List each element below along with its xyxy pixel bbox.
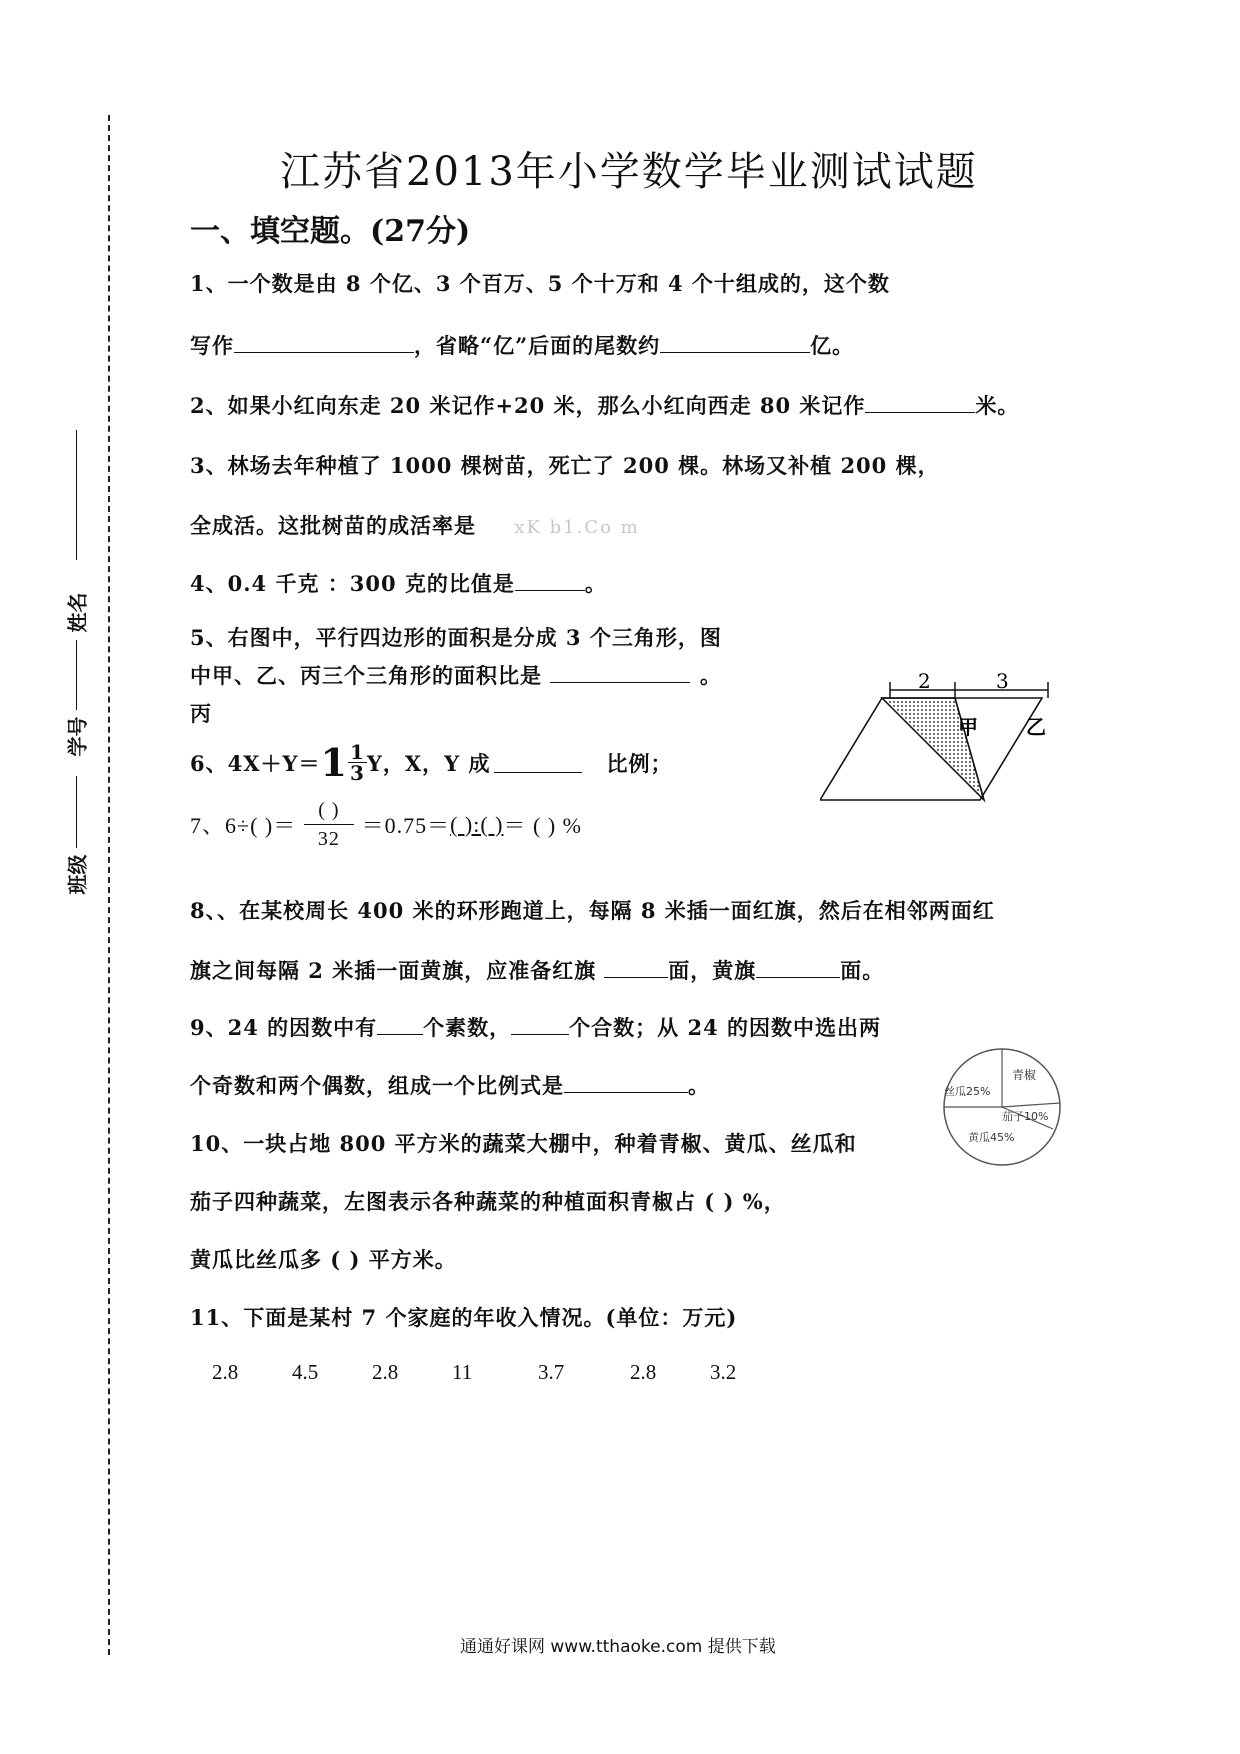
q3-line2 (190, 510, 640, 540)
income-value: 2.8 (212, 1360, 239, 1384)
q5-line1: 5、右图中，平行四边形的面积是分成 3 个三角形，图 (190, 625, 722, 650)
q9-text: 个合数；从 24 的因数中选出两 (569, 1015, 882, 1040)
q2-text: 2、如果小红向东走 20 米记作+20 米，那么小红向西走 80 米记作 (190, 393, 866, 418)
q6-mixed-whole: 1 (320, 740, 348, 785)
q6-blank[interactable] (494, 752, 582, 773)
income-value: 11 (452, 1360, 473, 1384)
q8-line1: 8、、在某校周长 400 米的环形跑道上，每隔 8 米插一面红旗，然后在相邻两面红 (190, 898, 995, 923)
shaded-triangle (882, 698, 984, 800)
pie-label-qingjiao: 青椒 (1012, 1068, 1037, 1082)
q9-text: 9、24 的因数中有 (190, 1015, 378, 1040)
q6-fraction (348, 742, 367, 783)
income-value: 3.2 (710, 1360, 737, 1384)
pie-label-sigua: 丝瓜25% (944, 1085, 991, 1098)
class-line[interactable] (76, 776, 77, 848)
q1-text: 写作 (190, 333, 234, 358)
q5-text: 中甲、乙、丙三个三角形的面积比是 (190, 663, 542, 688)
footer-credit: 通通好课网 www.tthaoke.com 提供下载 (460, 1637, 776, 1657)
q2-blank[interactable] (865, 392, 975, 413)
q9-text: 个素数， (423, 1015, 512, 1040)
q1-text: 亿。 (810, 333, 855, 358)
q4-text: 4、0.4 千克 ：300 克的比值是 (190, 571, 515, 596)
page-title: 江苏省2013年小学数学毕业测试试题 (280, 149, 978, 195)
q8-blank-red[interactable] (604, 957, 668, 978)
q9-blank-composite[interactable] (511, 1014, 569, 1035)
q10-line2: 茄子四种蔬菜，左图表示各种蔬菜的种植面积青椒占 ( ) %， (190, 1189, 786, 1214)
q6-text: 6、4X＋Y＝ (190, 750, 321, 776)
binding-dashed-line (108, 115, 110, 1655)
dimension-3: 3 (996, 672, 1009, 693)
pie-label-huanggua: 黄瓜45% (968, 1131, 1015, 1144)
q10-line1: 10、一块占地 800 平方米的蔬菜大棚中，种着青椒、黄瓜、丝瓜和 (190, 1131, 857, 1156)
q6-text: Y，X，Y 成 (366, 750, 491, 776)
name-label: 姓名 (65, 592, 90, 633)
q2-text: 米。 (975, 393, 1020, 418)
q6-num: 1 (349, 740, 365, 764)
q9-line2 (190, 1070, 710, 1100)
q7-ratio-blanks[interactable]: ( ):( ) (450, 811, 504, 837)
watermark: xK b1.Co m (514, 517, 640, 538)
q8-blank-yellow[interactable] (756, 957, 840, 978)
q6-den: 3 (349, 761, 365, 785)
q7-text: ＝ ( ) % (503, 813, 582, 838)
q1-line2 (190, 330, 854, 360)
q6-line (190, 740, 672, 785)
income-value: 4.5 (292, 1360, 319, 1384)
income-value: 2.8 (372, 1360, 399, 1384)
q8-text: 面，黄旗 (668, 958, 757, 983)
q9-line1 (190, 1012, 881, 1042)
q9-blank-prime[interactable] (377, 1014, 423, 1035)
q7-text: 7、6÷( )＝ (190, 813, 297, 838)
student-number-label: 学号 (65, 716, 90, 757)
q1-text: ，省略“亿”后面的尾数约 (414, 333, 661, 358)
q9-blank-proportion[interactable] (564, 1072, 688, 1093)
vegetable-pie-chart (940, 1045, 1065, 1170)
q5-text: 。 (700, 663, 722, 688)
q7-den: 32 (317, 828, 340, 850)
label-yi: 乙 (1026, 715, 1046, 739)
q7-fraction (304, 800, 353, 849)
income-value: 2.8 (630, 1360, 657, 1384)
q4-line (190, 568, 607, 598)
q8-text: 面。 (840, 958, 885, 983)
name-line[interactable] (76, 430, 77, 560)
parallelogram-figure (820, 672, 1080, 812)
q1-blank-approx[interactable] (660, 332, 810, 353)
q7-line (190, 800, 582, 849)
q7-text: ＝0.75＝ (361, 813, 451, 838)
student-number-line[interactable] (76, 640, 77, 710)
q4-blank[interactable] (515, 570, 585, 591)
dimension-2: 2 (918, 672, 931, 693)
q7-num[interactable]: ( ) (304, 800, 353, 825)
q5-label-bing: 丙 (190, 701, 212, 726)
q5-line2 (190, 660, 722, 690)
q6-text: 比例； (606, 750, 673, 776)
q11-line1: 11、下面是某村 7 个家庭的年收入情况。(单位：万元) (190, 1305, 738, 1330)
q1-line1: 1、一个数是由 8 个亿、3 个百万、5 个十万和 4 个十组成的，这个数 (190, 271, 890, 296)
q5-blank[interactable] (550, 662, 690, 683)
income-value: 3.7 (538, 1360, 565, 1384)
class-label: 班级 (65, 854, 90, 895)
q3-line1: 3、林场去年种植了 1000 棵树苗，死亡了 200 棵。林场又补植 200 棵， (190, 453, 940, 478)
q8-text: 旗之间每隔 2 米插一面黄旗，应准备红旗 (190, 958, 597, 983)
q2-line (190, 390, 1019, 420)
q3-text: 全成活。这批树苗的成活率是 (190, 513, 476, 538)
section-heading: 一、填空题。(27分) (190, 214, 471, 249)
q9-text: 个奇数和两个偶数，组成一个比例式是 (190, 1073, 564, 1098)
q10-line3: 黄瓜比丝瓜多 ( ) 平方米。 (190, 1247, 457, 1272)
pie-label-qiezi: 茄子10% (1002, 1110, 1049, 1123)
q4-text: 。 (584, 571, 607, 596)
q9-text: 。 (688, 1073, 710, 1098)
q8-line2 (190, 955, 884, 985)
label-jia: 甲 (958, 715, 978, 739)
q1-blank-written[interactable] (234, 332, 414, 353)
